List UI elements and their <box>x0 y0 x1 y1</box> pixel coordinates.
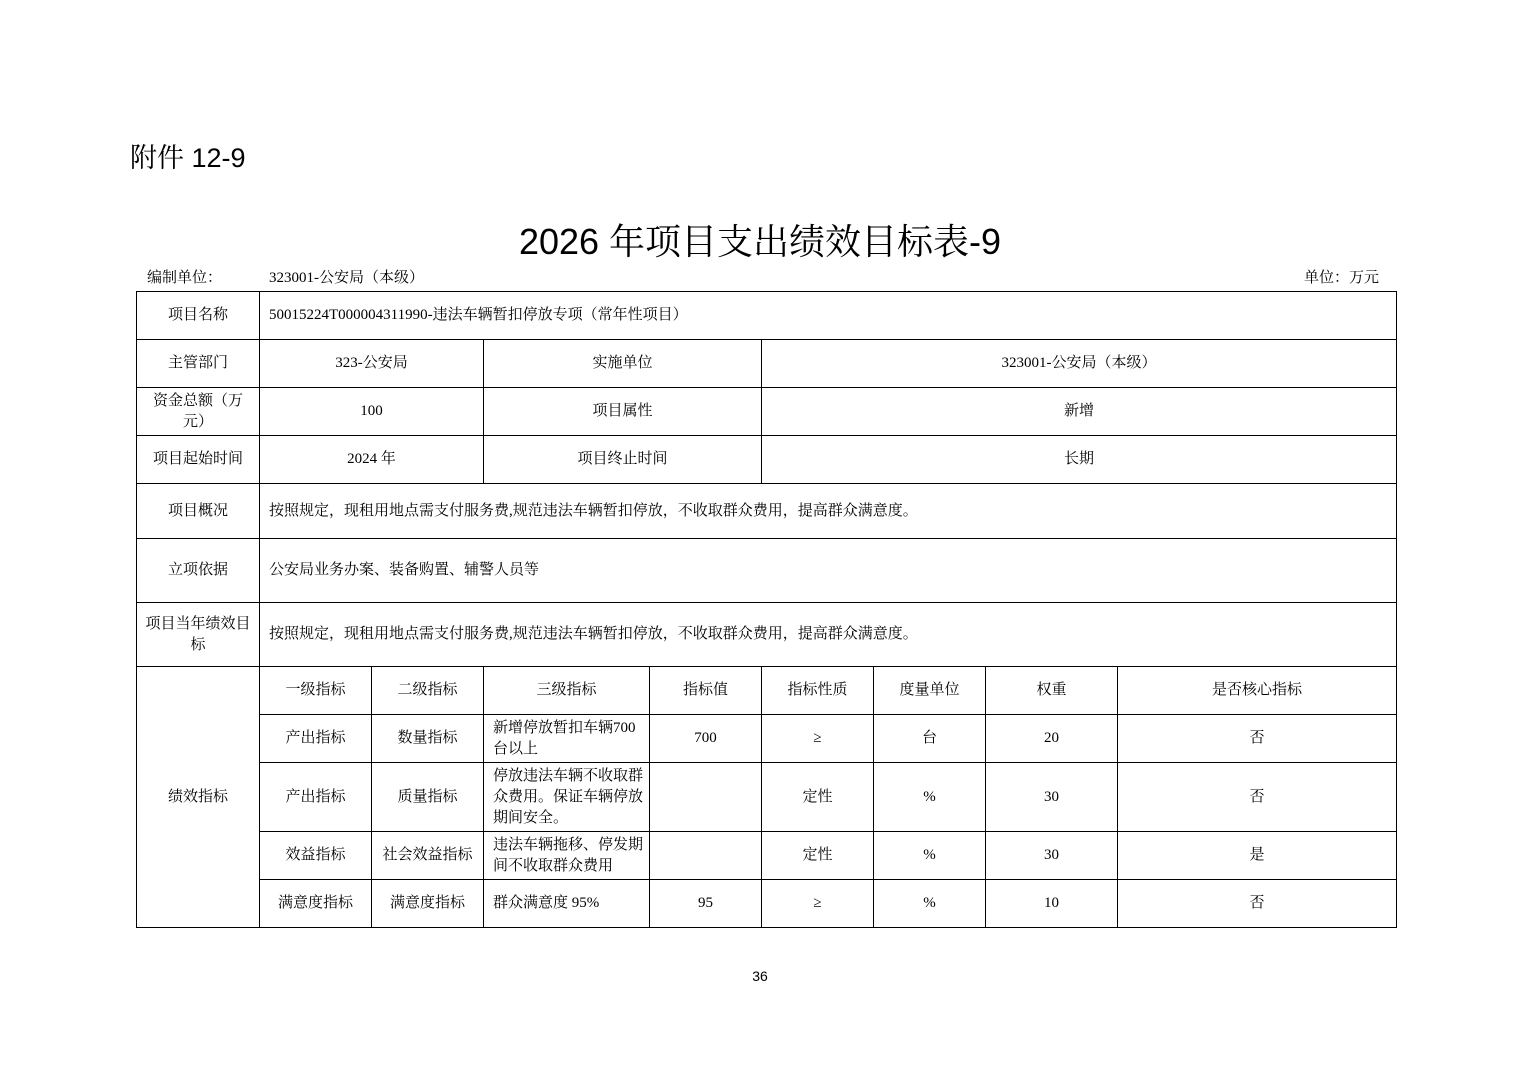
perf-cell: 台 <box>874 715 986 763</box>
perf-header-cell: 二级指标 <box>372 667 484 715</box>
unit-label: 单位：万元 <box>1304 270 1380 286</box>
funds-value: 100 <box>260 388 484 436</box>
basis-value: 公安局业务办案、装备购置、辅警人员等 <box>260 539 1397 603</box>
start-value: 2024 年 <box>260 436 484 484</box>
impl-value: 323001-公安局（本级） <box>762 340 1397 388</box>
perf-cell: 产出指标 <box>260 715 372 763</box>
perf-cell: 新增停放暂扣车辆700 台以上 <box>484 715 650 763</box>
table-row <box>137 292 1397 340</box>
attr-label: 项目属性 <box>484 388 762 436</box>
basis-label: 立项依据 <box>137 539 260 603</box>
perf-header-cell: 指标性质 <box>762 667 874 715</box>
funds-label: 资金总额（万元） <box>137 388 260 436</box>
attachment-label: 附件 12-9 <box>130 143 246 173</box>
perf-label: 绩效指标 <box>137 667 260 928</box>
goal-label: 项目当年绩效目标 <box>137 603 260 667</box>
perf-cell: 30 <box>986 763 1118 832</box>
table-row <box>137 539 1397 603</box>
impl-label: 实施单位 <box>484 340 762 388</box>
perf-cell: 30 <box>986 832 1118 880</box>
perf-cell: % <box>874 832 986 880</box>
perf-cell: 10 <box>986 880 1118 928</box>
perf-cell: ≥ <box>762 880 874 928</box>
perf-header-cell: 指标值 <box>650 667 762 715</box>
perf-cell: 否 <box>1118 763 1397 832</box>
perf-cell: 否 <box>1118 880 1397 928</box>
attr-value: 新增 <box>762 388 1397 436</box>
perf-cell: 违法车辆拖移、停发期间不收取群众费用 <box>484 832 650 880</box>
goal-value: 按照规定，现租用地点需支付服务费,规范违法车辆暂扣停放，不收取群众费用，提高群众满意度。 <box>260 603 1397 667</box>
perf-cell: 95 <box>650 880 762 928</box>
overview-value: 按照规定，现租用地点需支付服务费,规范违法车辆暂扣停放，不收取群众费用，提高群众满意度。 <box>260 484 1397 539</box>
perf-cell: ≥ <box>762 715 874 763</box>
perf-header-cell: 一级指标 <box>260 667 372 715</box>
perf-cell: 效益指标 <box>260 832 372 880</box>
end-value: 长期 <box>762 436 1397 484</box>
start-label: 项目起始时间 <box>137 436 260 484</box>
perf-cell <box>650 763 762 832</box>
perf-header-cell: 三级指标 <box>484 667 650 715</box>
perf-row <box>137 832 1397 880</box>
perf-cell <box>650 832 762 880</box>
perf-cell: 是 <box>1118 832 1397 880</box>
table-row <box>137 484 1397 539</box>
perf-cell: 定性 <box>762 832 874 880</box>
perf-row <box>137 763 1397 832</box>
perf-cell: 满意度指标 <box>372 880 484 928</box>
project-name-value: 50015224T000004311990-违法车辆暂扣停放专项（常年性项目） <box>260 292 1397 340</box>
compile-unit-value: 323001-公安局（本级） <box>269 270 424 286</box>
perf-cell: 产出指标 <box>260 763 372 832</box>
perf-row <box>137 715 1397 763</box>
perf-cell: 社会效益指标 <box>372 832 484 880</box>
perf-cell: 700 <box>650 715 762 763</box>
perf-cell: % <box>874 763 986 832</box>
perf-header-cell: 权重 <box>986 667 1118 715</box>
page-number: 36 <box>752 968 768 984</box>
perf-cell: 停放违法车辆不收取群众费用。保证车辆停放期间安全。 <box>484 763 650 832</box>
document-title: 2026 年项目支出绩效目标表-9 <box>518 221 1002 262</box>
perf-header-cell: 度量单位 <box>874 667 986 715</box>
perf-cell: 定性 <box>762 763 874 832</box>
perf-cell: 20 <box>986 715 1118 763</box>
perf-cell: 质量指标 <box>372 763 484 832</box>
dept-label: 主管部门 <box>137 340 260 388</box>
perf-header-cell: 是否核心指标 <box>1118 667 1397 715</box>
table-row <box>137 603 1397 667</box>
perf-cell: 满意度指标 <box>260 880 372 928</box>
perf-row <box>137 880 1397 928</box>
perf-cell: 群众满意度 95% <box>484 880 650 928</box>
table-row <box>137 340 1397 388</box>
end-label: 项目终止时间 <box>484 436 762 484</box>
performance-target-table <box>136 291 1397 928</box>
compile-unit-label: 编制单位： <box>147 270 223 286</box>
perf-cell: 否 <box>1118 715 1397 763</box>
perf-cell: % <box>874 880 986 928</box>
perf-header-row <box>137 667 1397 715</box>
project-name-label: 项目名称 <box>137 292 260 340</box>
overview-label: 项目概况 <box>137 484 260 539</box>
table-row <box>137 436 1397 484</box>
table-row <box>137 388 1397 436</box>
dept-value: 323-公安局 <box>260 340 484 388</box>
perf-cell: 数量指标 <box>372 715 484 763</box>
